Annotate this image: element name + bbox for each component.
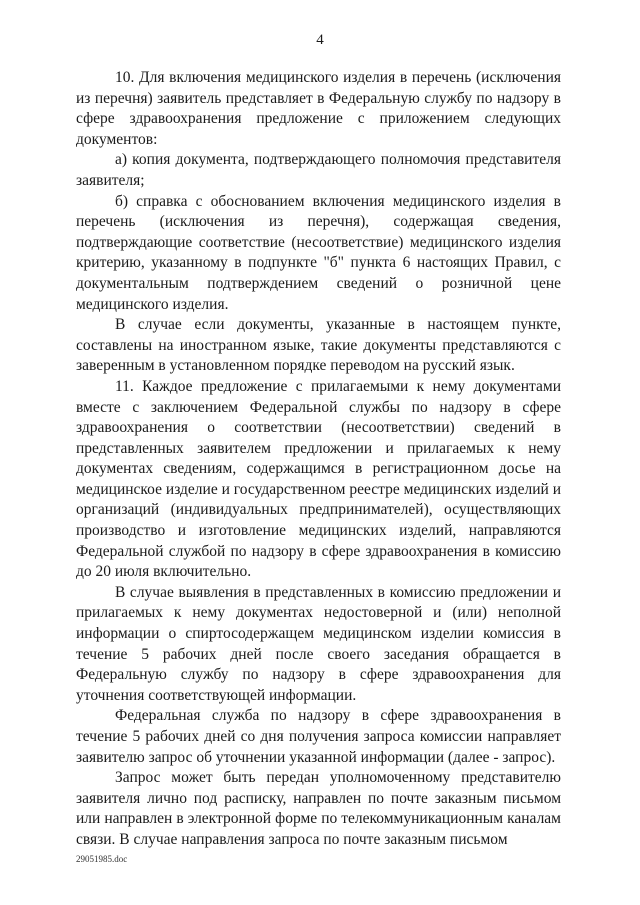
paragraph-request-delivery: Запрос может быть передан уполномоченному представителю заявителя лично под расписку, направлен по почте заказным письмом или направлен в электронной форме по телекоммуникационным каналам связи. В случае направления запроса по почте заказным письмом <box>76 769 561 848</box>
page-number: 4 <box>316 32 324 48</box>
list-item-b: б) справка с обоснованием включения медицинского изделия в перечень (исключения из перечня), содержащая сведения, подтверждающие соответствие (несоответствие) медицинского изделия критерию, указанному в подпункте "б" пункта 6 настоящих Правил, с документальным подтверждением сведений о розничной цене медицинского изделия. <box>76 192 561 313</box>
paragraph-request: Федеральная служба по надзору в сфере здравоохранения в течение 5 рабочих дней со дня получения запроса комиссии направляет заявителю запрос об уточнении указанной информации (далее - запрос). <box>76 707 561 766</box>
footer-filename: 29051985.doc <box>76 854 128 864</box>
paragraph-foreign-language: В случае если документы, указанные в настоящем пункте, составлены на иностранном языке, такие документы представляются с заверенным в установленном порядке переводом на русский язык. <box>76 316 561 375</box>
paragraph-10-intro: 10. Для включения медицинского изделия в перечень (исключения из перечня) заявитель представляет в Федеральную службу по надзору в сфере здравоохранения предложение с приложением следующих документов: <box>76 69 561 148</box>
paragraph-inaccurate-info: В случае выявления в представленных в комиссию предложении и прилагаемых к нему документах недостоверной и (или) неполной информации о спиртосодержащем медицинском изделии комиссия в течение 5 рабочих дней после своего заседания обращается в Федеральную службу по надзору в сфере здравоохранения для уточнения соответствующей информации. <box>76 583 561 704</box>
paragraph-11: 11. Каждое предложение с прилагаемыми к нему документами вместе с заключением Федеральной службы по надзору в сфере здравоохранения о соответствии (несоответствии) сведений в представленных заявителем предложении и прилагаемых к нему документах сведениям, содержащимся в регистрационном досье на медицинское изделие и государственном реестре медицинских изделий и организаций (индивидуальных предпринимателей), осуществляющих производство и изготовление медицинских изделий, направляются Федеральной службой по надзору в сфере здравоохранения в комиссию до 20 июля включительно. <box>76 377 561 581</box>
document-body <box>76 68 561 851</box>
list-item-a: а) копия документа, подтверждающего полномочия представителя заявителя; <box>76 151 561 189</box>
